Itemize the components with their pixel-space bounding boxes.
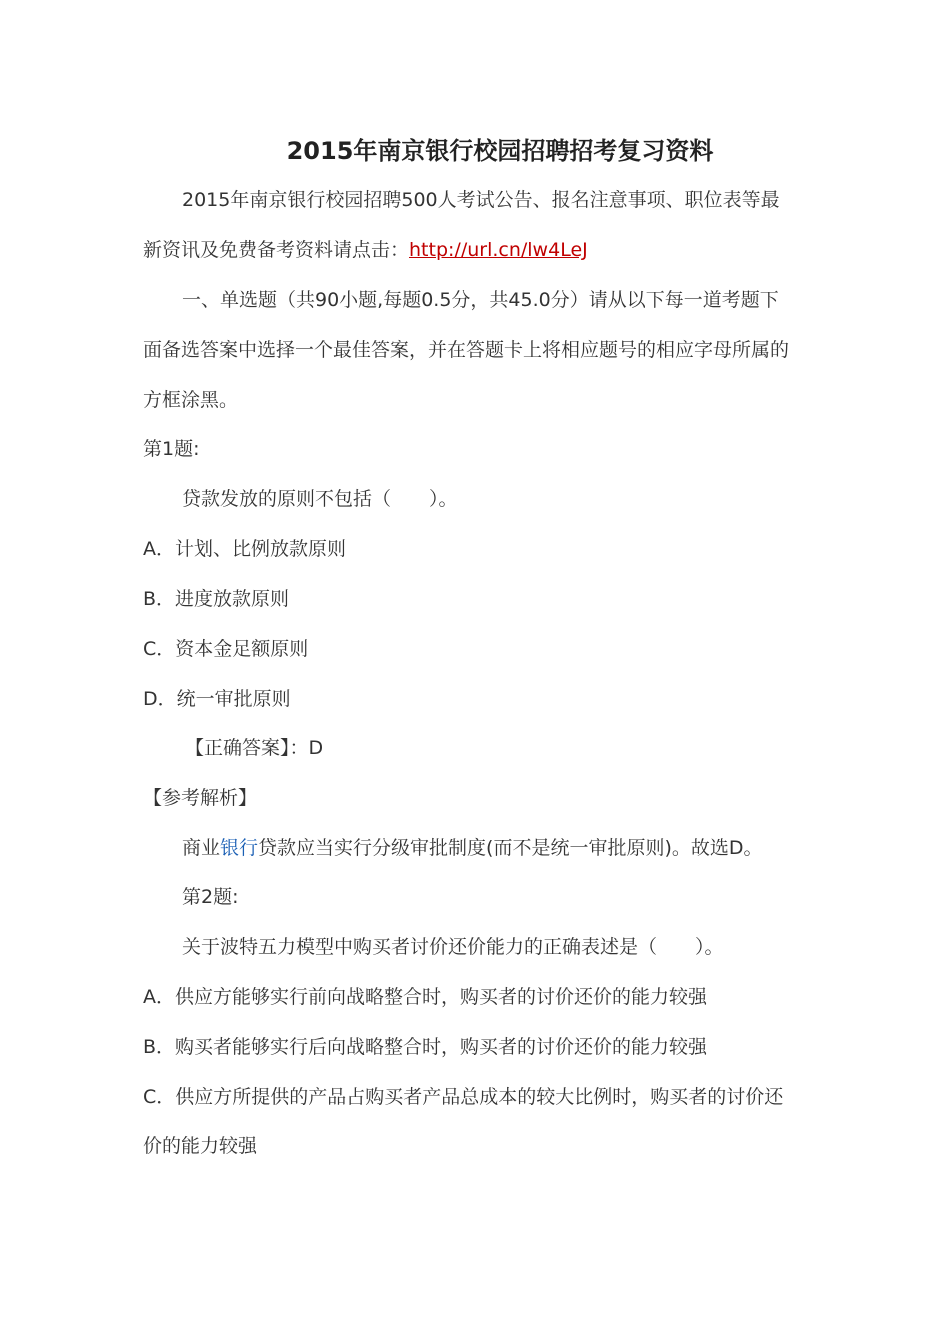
section-line-2: 面备选答案中选择一个最佳答案，并在答题卡上将相应题号的相应字母所属的	[143, 339, 790, 361]
question-1-label: 第1题:	[143, 438, 200, 460]
question-2-option-c: C．供应方所提供的产品占购买者产品总成本的较大比例时，购买者的讨价还	[143, 1086, 784, 1108]
question-1-stem: 贷款发放的原则不包括（ ）。	[182, 488, 458, 510]
question-2-option-c-cont: 价的能力较强	[143, 1135, 258, 1157]
document-title: 2015年南京银行校园招聘招考复习资料	[286, 137, 714, 165]
question-1-option-b: B．进度放款原则	[143, 588, 290, 610]
analysis-text-post: 贷款应当实行分级审批制度(而不是统一审批原则)。故选D。	[258, 837, 763, 859]
section-line-1: 一、单选题（共90小题,每题0.5分，共45.0分）请从以下每一道考题下	[182, 289, 779, 311]
question-1-analysis	[182, 835, 763, 861]
bank-keyword-link[interactable]: 银行	[220, 837, 259, 859]
intro-link[interactable]: http://url.cn/lw4LeJ	[409, 239, 588, 261]
analysis-text-pre: 商业	[182, 837, 221, 859]
intro-line-1: 2015年南京银行校园招聘500人考试公告、报名注意事项、职位表等最	[182, 189, 780, 211]
question-2-label: 第2题:	[182, 886, 239, 908]
question-2-option-b: B．购买者能够实行后向战略整合时，购买者的讨价还价的能力较强	[143, 1036, 708, 1058]
question-1-answer: 【正确答案】：D	[185, 737, 324, 759]
intro-line-2-text: 新资讯及免费备考资料请点击：	[143, 239, 410, 261]
question-2-option-a: A．供应方能够实行前向战略整合时，购买者的讨价还价的能力较强	[143, 986, 707, 1008]
intro-line-2	[143, 237, 588, 263]
question-1-analysis-label: 【参考解析】	[143, 787, 258, 809]
question-1-option-c: C．资本金足额原则	[143, 638, 309, 660]
question-2-stem: 关于波特五力模型中购买者讨价还价能力的正确表述是（ ）。	[182, 936, 724, 958]
question-1-option-a: A．计划、比例放款原则	[143, 538, 346, 560]
section-line-3: 方框涂黑。	[143, 389, 239, 411]
question-1-option-d: D．统一审批原则	[143, 688, 291, 710]
